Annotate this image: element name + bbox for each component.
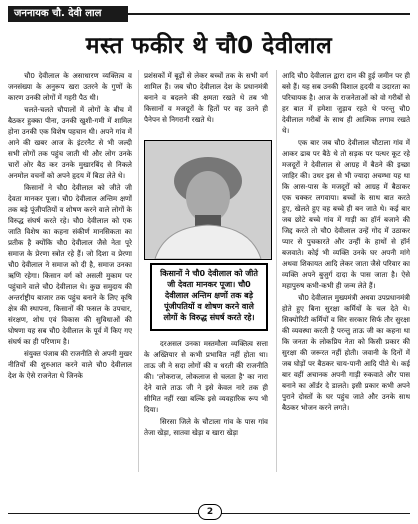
paragraph: सिरसा जिले के चौटाला गांव के पास गांव तेजा खेड़ा, सातवा खेड़ा व खारा खेड़ा bbox=[144, 417, 268, 437]
column-1 bbox=[8, 70, 132, 504]
section-header: जननायक चौ. देवी लाल bbox=[8, 6, 128, 22]
paragraph: किसानों ने चौ0 देवीलाल को जीते जी देवता मानकर पूजा। चौ0 देवीलाल अन्तिम क्षणों तक बड़े पूंजीपतियों व शोषण करने वाले लोगों के विरुद्ध संघर्ष करते रहे। चौ0 देवीलाल को एक जाति विशेष का कहना संकीर्ण मानसिकता का प्रतीक है क्योंकि चौ0 देवीलाल जैसे नेता पूरे समाज के प्रेरणा स्त्रोत रहे हैं। जो दिशा व प्रेरणा चौ0 देवीलाल ने समाज को दी है, समाज उनका ऋणि रहेगा। किसान वर्ग को असली मुकाम पर पहुंचाने वाले चौ0 देवीलाल थे। कुछ समुदाय की अन्तर्राष्ट्रीय बाजार तक पहुंच बनाने के लिए कृषि क्षेत्र की स्थापना, किसानों की फसल के उपचार, संरक्षण, शोध एवं विकास की सुविधाओं की घोषणा यह सब चौ0 देवीलाल के पूर्व में किए गए संघर्ष का ही परिणाम है। bbox=[8, 183, 132, 346]
column-2-top bbox=[144, 70, 268, 136]
column-divider bbox=[138, 70, 139, 472]
article-title: मस्त फकीर थे चौ0 देवीलाल bbox=[85, 33, 333, 59]
portrait-photo bbox=[144, 140, 272, 260]
paragraph: दरअसल उनका मस्तमौला व्यक्तित्व सत्ता के अख्तियार से कभी प्रभावित नहीं होता था। ताऊ जी ने सदा लोगों की व धरती की राजनीति की। 'लोकराज, लोकलाज से चलता है' का नारा देने वाले ताऊ जी ने इसे केवल नारे तक ही सीमित नहीं रखा बल्कि इसे व्यवहारिक रूप भी दिया। bbox=[144, 339, 268, 414]
column-divider bbox=[276, 70, 277, 472]
column-2-bottom bbox=[144, 338, 268, 472]
paragraph: संयुक्त पंजाब की राजनीति से अपनी मुखर नीतियों की शुरुआत करने वाले चौ0 देवीलाल देश के ऐसे राजनेता थे जिनके bbox=[8, 349, 132, 380]
page-number: 2 bbox=[198, 504, 222, 520]
paragraph: चौ0 देवीलाल मुख्यमंत्री अथवा उपप्रधानमंत्री होते हुए बिना सुरक्षा कर्मियों के चल देते थे। सिक्योरिटी कर्मियों व सिर सरकार सिर्फ तौर सुरक्षा की व्यवस्था करती है परन्तु ताऊ जी का कहना था कि जनता के लोकप्रिय नेता को किसी प्रकार की सुरक्षा की जरूरत नहीं होती। जवानी के दिनों में जब घोड़ों पर बैठकर चाय-पानी आदि पीते थे। कई बार वहीं अचानक अपनी गाड़ी रुकवाते और पास बनाने का ऑर्डर दे डालते। इसी प्रकार कभी अपने पुराने दोस्तों के घर पहुंच जाते और उनके साथ बैठकर भोजन करने लगते। bbox=[282, 293, 410, 412]
paragraph: चौ0 देवीलाल के असाधारण व्यक्तित्व व जनसंख्या के अनुरूप खरा उतरने के गुणों के कारण उनकी लोगों में गहरी पैठ थी। bbox=[8, 71, 132, 102]
paragraph: एक बार जब चौ0 देवीलाल चौटाला गांव में आकर ढाब पर बैठे थे तो सड़क पर पत्थर कूट रहे मजदूरों ने देवीलाल से आग्रह में बैठने की इच्छा जाहिर की। उधर इस से भी ज्यादा अचम्भा यह था कि आस-पास के मजदूरों को आग्रह में बैठाकर एक चक्कर लगवाया। बच्चों के साथ बात करते हुए, खेलते हुए वह बच्चे ही बन जाते थे। कई बार जब छोटे बच्चे गांव में गाड़ी का हॉर्न बजाने की जिद्द करते तो चौ0 देवीलाल उन्हें गोद में उठाकर प्यार से पुचकारते और उन्हीं के हाथों से हॉर्न बजवाते। कोई भी व्यक्ति उनके घर अपनी मांगे अथवा शिकायत आदि लेकर जाता जैसे परिवार का व्यक्ति अपने बुजुर्ग दादा के पास जाता है। ऐसे महापुरुष कभी-कभी ही जन्म लेते हैं। bbox=[282, 138, 410, 290]
pull-quote: किसानों ने चौ0 देवीलाल को जीते जी देवता मानकर पूजा। चौ0 देवीलाल अन्तिम क्षणों तक बड़े पूंजीपतियों व शोषण करने वाले लोगों के विरुद्ध संघर्ष करते रहे। bbox=[150, 263, 268, 331]
paragraph: आदि चौ0 देवीलाल द्वारा दान की हुई जमीन पर ही बसे हैं। यह सब उनकी विशाल हृदयी व उदारता का परिचायक है। आज के राजनेताओं को वो गरीबों से हर बात में हमेशा जुड़ाव रहते थे परन्तु चौ0 देवीलाल गरीबों के साथ ही आत्मिक लगाव रखते थे। bbox=[282, 71, 410, 135]
portrait-image bbox=[145, 141, 271, 259]
column-3 bbox=[282, 70, 410, 504]
paragraph: प्रशंसकों में बूढ़ों से लेकर बच्चों तक के सभी वर्ग शामिल हैं। जब चौ0 देवीलाल देश के प्रधानमंत्री बनाने व बदलने की क्षमता रखते थे तब भी किसानों व मजदूरों के हितों पर वह उतने ही पैनेपन से निगरानी रखते थे। bbox=[144, 71, 268, 124]
paragraph: चलते-चलते चौपालों में लोगों के बीच में बैठकर हुक्का पीना, उनकी खुशी-गमी में शामिल होना उनकी एक विशेष पहचान थी। अपने गांव में आने की खबर आज के इंटरनैट से भी जल्दी सभी लोगों तक पहुंच जाती थी और लोग उनके चारों ओर बैठ कर उनके मुखारबिंद से निकले अनमोल वचनों को अपने हृदय में बिठा लेते थे। bbox=[8, 105, 132, 180]
header-rule bbox=[128, 13, 410, 15]
